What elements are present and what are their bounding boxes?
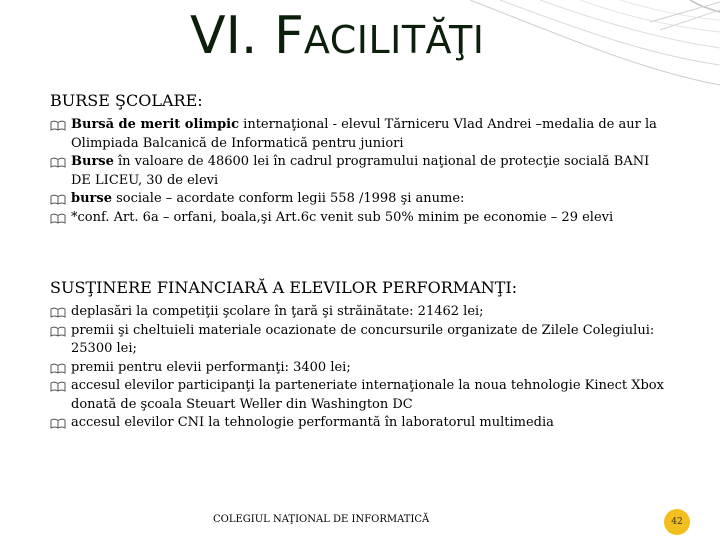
- item-text: sociale – acordate conform legii 558 /1998 şi anume:: [111, 191, 465, 206]
- slide-title-rest: ACILITĂŢI: [303, 18, 485, 62]
- burse-list: [50, 116, 670, 227]
- item-bold: Bursă de merit olimpic: [71, 117, 240, 132]
- book-bullet-icon: [50, 363, 66, 374]
- footer-institution: COLEGIUL NAŢIONAL DE INFORMATICĂ: [213, 514, 430, 525]
- item-text: premii şi cheltuieli materiale ocazionate de concursurile organizate de Zilele Colegiului: 25300 lei;: [71, 322, 655, 356]
- item-text: internaţional - elevul Tărniceru Vlad Andrei –medalia de aur la Olimpiada Balcanică de Informatică pentru juniori: [71, 117, 657, 151]
- item-text: accesul elevilor participanţi la parteneriate internaţionale la noua tehnologie Kinect Xbox donată de şcoala Steuart Weller din Washington DC: [71, 378, 664, 412]
- book-bullet-icon: [50, 194, 66, 205]
- list-item: [50, 414, 670, 433]
- list-item: [50, 116, 670, 153]
- item-bold: burse: [71, 191, 112, 206]
- list-item: [50, 153, 670, 190]
- list-item: [50, 303, 670, 322]
- list-item: [50, 190, 670, 209]
- sustinere-list: [50, 303, 670, 433]
- slide-title-initial: VI. F: [190, 6, 304, 66]
- item-text: în valoare de 48600 lei în cadrul programului naţional de protecţie socială BANI DE LICEU, 30 de elevi: [71, 154, 650, 188]
- page-number-badge: 42: [664, 509, 690, 535]
- item-text: accesul elevilor CNI la tehnologie performantă în laboratorul multimedia: [71, 415, 554, 430]
- item-text: premii pentru elevii performanţi: 3400 lei;: [71, 359, 351, 375]
- book-bullet-icon: [50, 307, 66, 318]
- list-item: [50, 209, 670, 228]
- book-bullet-icon: [50, 418, 66, 429]
- list-item: [50, 377, 670, 414]
- item-text: deplasări la competiţii şcolare în ţară şi străinătate: 21462 lei;: [71, 304, 484, 319]
- list-item: [50, 359, 670, 378]
- book-bullet-icon: [50, 213, 66, 224]
- list-item: [50, 322, 670, 359]
- section-heading-burse: BURSE ŞCOLARE:: [50, 91, 203, 110]
- item-text: *conf. Art. 6a – orfani, boala,şi Art.6c venit sub 50% minim pe economie – 29 elevi: [71, 209, 614, 225]
- book-bullet-icon: [50, 157, 66, 168]
- slide-title: [190, 6, 485, 66]
- book-bullet-icon: [50, 120, 66, 131]
- book-bullet-icon: [50, 381, 66, 392]
- section-heading-sustinere: SUSŢINERE FINANCIARĂ A ELEVILOR PERFORMANŢI:: [50, 278, 518, 297]
- book-bullet-icon: [50, 326, 66, 337]
- item-bold: Burse: [71, 154, 114, 169]
